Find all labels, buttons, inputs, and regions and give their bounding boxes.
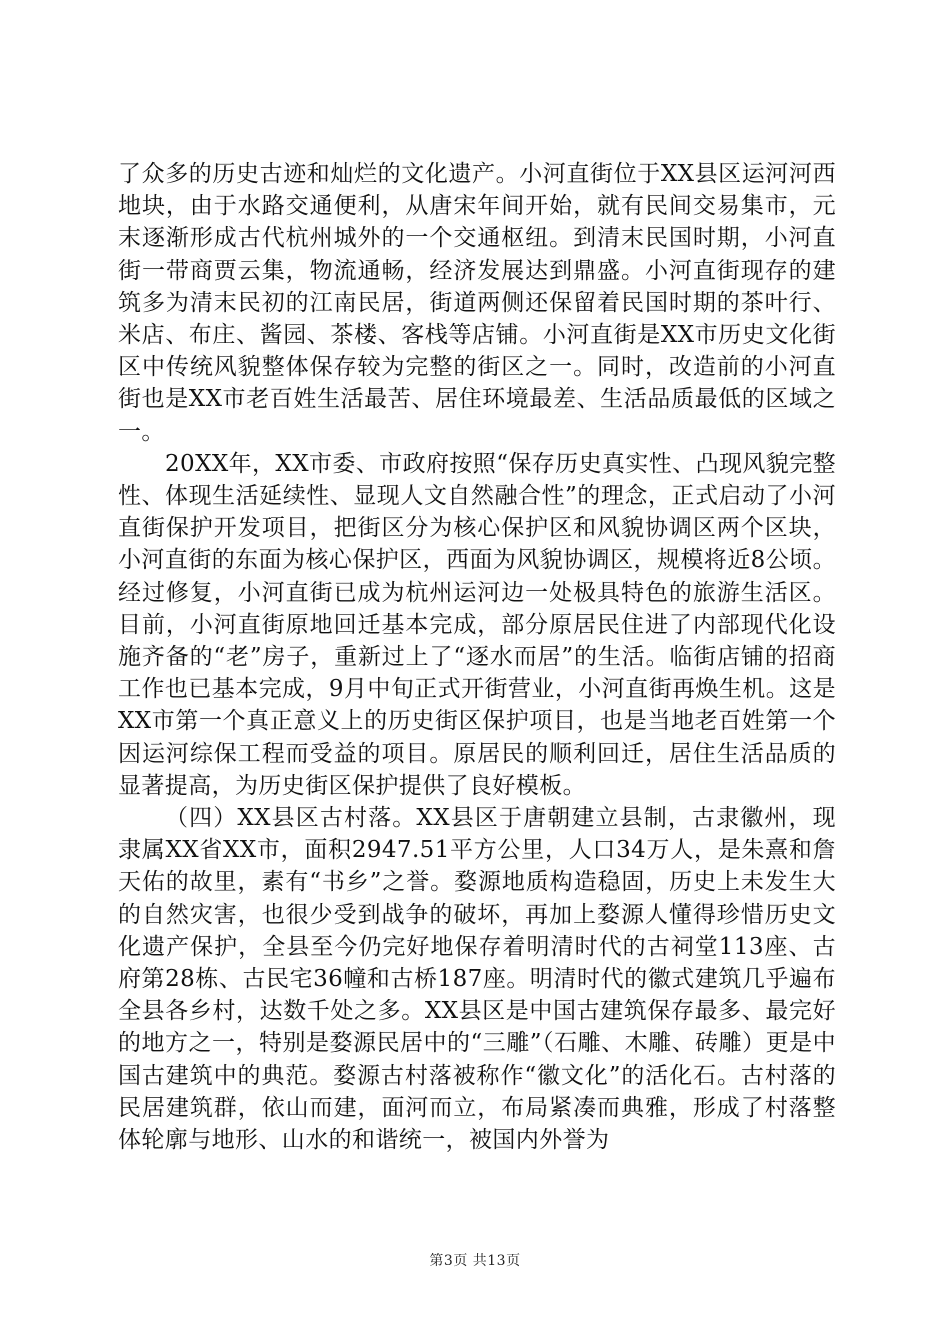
paragraph-ancient-villages: （四）XX县区古村落。XX县区于唐朝建立县制，古隶徽州，现隶属XX省XX市，面积2947.51平方公里，人口34万人，是朱熹和詹天佑的故里，素有“书乡”之誉。婺源地质构造稳固，历史上未发生大的自然灾害，也很少受到战争的破坏，再加上婺源人懂得珍惜历史文化遗产保护，全县至今仍完好地保存着明清时代的古祠堂113座、古府第28栋、古民宅36幢和古桥187座。明清时代的徽式建筑几乎遍布全县各乡村，达数千处之多。XX县区是中国古建筑保存最多、最完好的地方之一，特别是婺源民居中的“三雕”（石雕、木雕、砖雕）更是中国古建筑中的典范。婺源古村落被称作“徽文化”的活化石。古村落的民居建筑群，依山而建，面河而立，布局紧凑而典雅，形成了村落整体轮廓与地形、山水的和谐统一，被国内外誉为 [118,805,836,1154]
page-number-footer: 第3页 共13页 [429,1253,521,1269]
paragraph-xiaohe-protection-project: 20XX年，XX市委、市政府按照“保存历史真实性、凸现风貌完整性、体现生活延续性、显现人文自然融合性”的理念，正式启动了小河直街保护开发项目，把街区分为核心保护区和风貌协调区两个区块，小河直街的东面为核心保护区，西面为风貌协调区，规模将近8公顷。经过修复，小河直街已成为杭州运河边一处极具特色的旅游生活区。目前，小河直街原地回迁基本完成，部分原居民住进了内部现代化设施齐备的“老”房子，重新过上了“逐水而居”的生活。临街店铺的招商工作也已基本完成，9月中旬正式开街营业，小河直街再焕生机。这是XX市第一个真正意义上的历史街区保护项目，也是当地老百姓第一个因运河综保工程而受益的项目。原居民的顺利回迁，居住生活品质的显著提高，为历史街区保护提供了良好模板。 [118,450,836,799]
document-body [118,158,836,1156]
paragraph-xiaohe-history: 了众多的历史古迹和灿烂的文化遗产。小河直街位于XX县区运河河西地块，由于水路交通便利，从唐宋年间开始，就有民间交易集市，元末逐渐形成古代杭州城外的一个交通枢纽。到清末民国时期，小河直街一带商贾云集，物流通畅，经济发展达到鼎盛。小河直街现存的建筑多为清末民初的江南民居，街道两侧还保留着民国时期的茶叶行、米店、布庄、酱园、茶楼、客栈等店铺。小河直街是XX市历史文化街区中传统风貌整体保存较为完整的街区之一。同时，改造前的小河直街也是XX市老百姓生活最苦、居住环境最差、生活品质最低的区域之一。 [118,161,836,445]
